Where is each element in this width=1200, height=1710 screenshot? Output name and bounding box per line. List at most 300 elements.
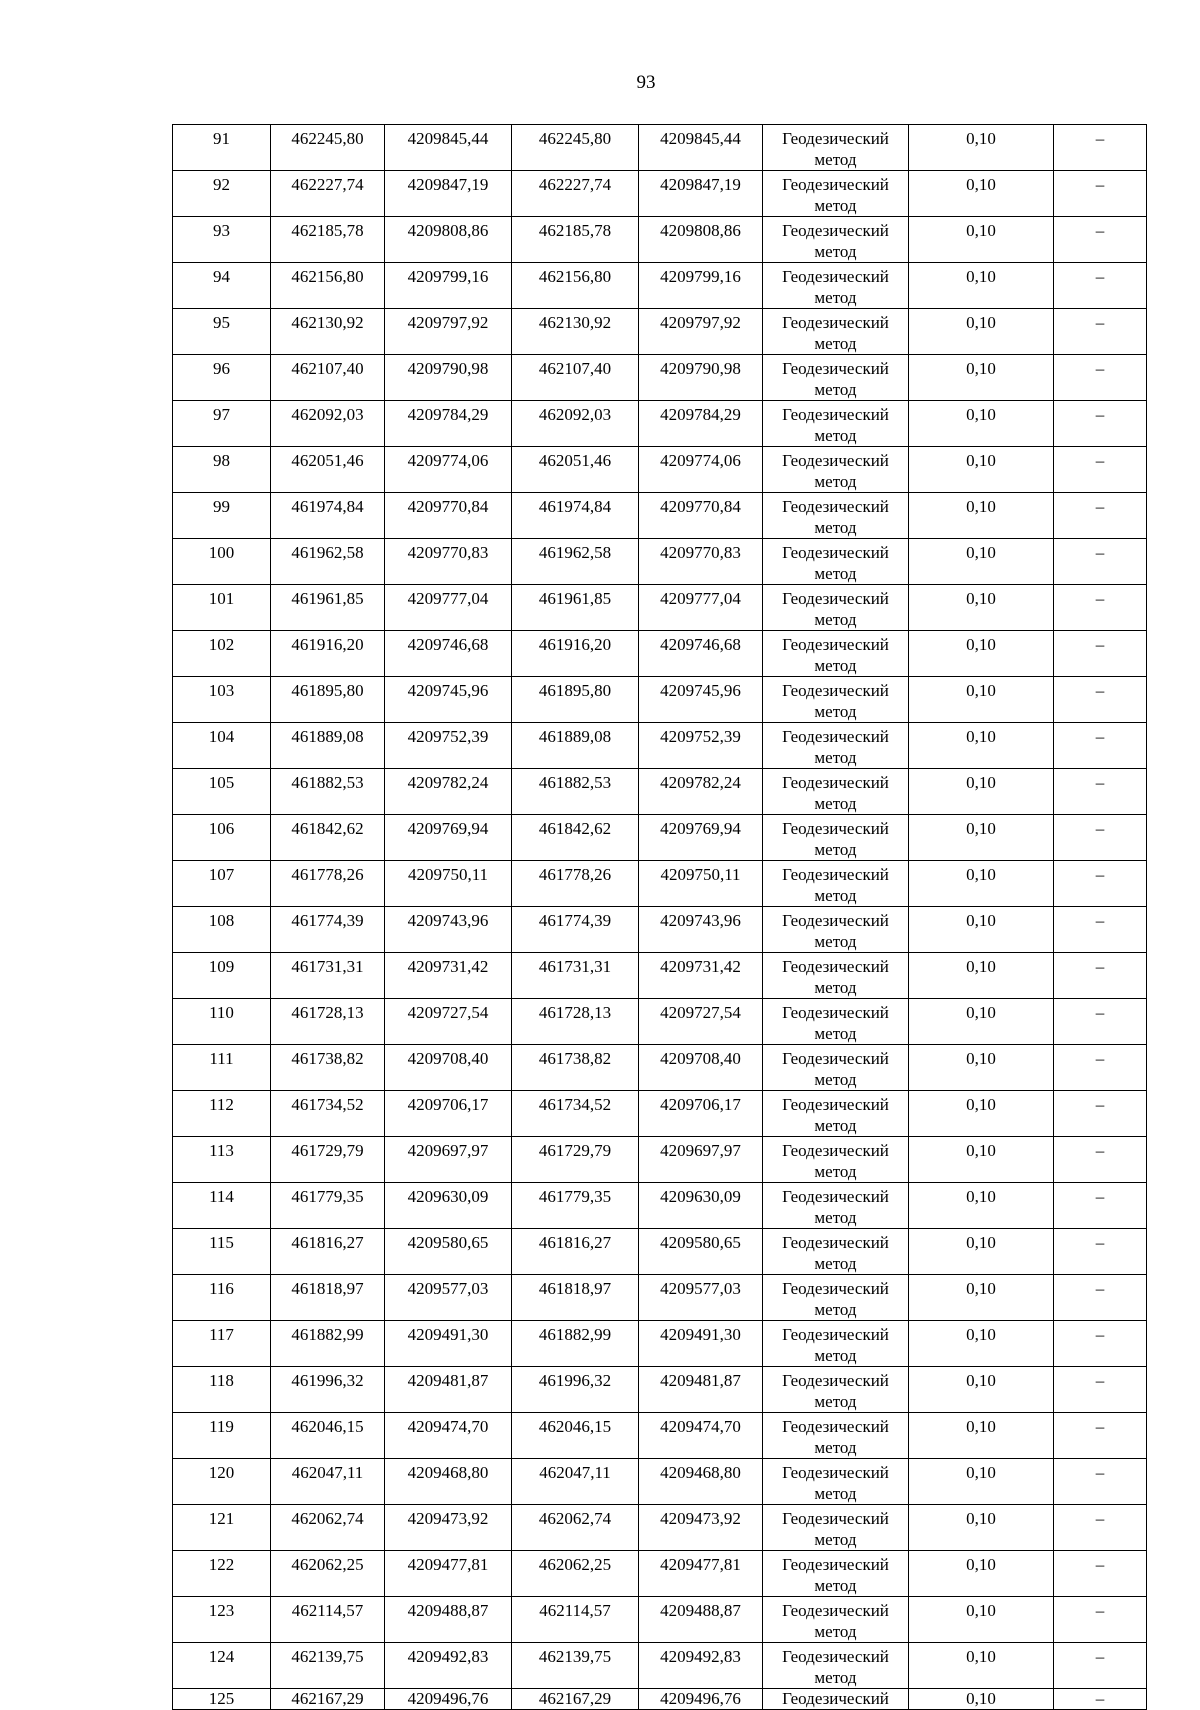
- note-cell: [1054, 769, 1147, 815]
- x-refined-cell: [512, 355, 639, 401]
- point-number-cell-text: 112: [209, 1095, 234, 1114]
- x-refined-cell-text: 461734,52: [538, 1095, 612, 1114]
- x-existing-cell-text: 462107,40: [291, 359, 364, 378]
- point-number-cell: [173, 493, 271, 539]
- y-existing-cell: [385, 263, 512, 309]
- y-existing-cell: [385, 217, 512, 263]
- x-refined-cell: [512, 1137, 639, 1183]
- accuracy-cell: [909, 1551, 1054, 1597]
- method-cell: [763, 263, 909, 309]
- accuracy-cell-text: 0,10: [966, 1601, 996, 1620]
- y-existing-cell: [385, 631, 512, 677]
- method-cell: [763, 539, 909, 585]
- accuracy-cell: [909, 263, 1054, 309]
- x-existing-cell: [271, 355, 385, 401]
- x-refined-cell-text: 462130,92: [538, 313, 612, 332]
- method-cell: [763, 1367, 909, 1413]
- x-refined-cell-text: 461729,79: [538, 1141, 612, 1160]
- method-cell-text: Геодезический метод: [782, 313, 889, 353]
- accuracy-cell: [909, 1459, 1054, 1505]
- table-row: [173, 769, 1147, 815]
- accuracy-cell: [909, 953, 1054, 999]
- x-refined-cell: [512, 401, 639, 447]
- point-number-cell-text: 117: [209, 1325, 234, 1344]
- y-refined-cell-text: 4209488,87: [660, 1601, 741, 1620]
- point-number-cell: [173, 1597, 271, 1643]
- point-number-cell: [173, 447, 271, 493]
- note-cell-text: –: [1095, 543, 1105, 562]
- point-number-cell: [173, 1367, 271, 1413]
- y-refined-cell: [639, 1689, 763, 1710]
- method-cell-text: Геодезический метод: [782, 1417, 889, 1457]
- method-cell-text: Геодезический метод: [782, 1601, 889, 1641]
- note-cell: [1054, 585, 1147, 631]
- x-refined-cell: [512, 493, 639, 539]
- method-cell: [763, 723, 909, 769]
- method-cell: [763, 815, 909, 861]
- x-refined-cell-text: 461728,13: [538, 1003, 612, 1022]
- y-existing-cell-text: 4209492,83: [407, 1647, 489, 1666]
- accuracy-cell: [909, 1367, 1054, 1413]
- x-existing-cell-text: 462156,80: [291, 267, 364, 286]
- accuracy-cell-text: 0,10: [966, 865, 996, 884]
- point-number-cell-text: 104: [208, 727, 235, 746]
- y-refined-cell: [639, 1275, 763, 1321]
- point-number-cell: [173, 1229, 271, 1275]
- method-cell-text: Геодезический метод: [782, 175, 889, 215]
- method-cell: [763, 1689, 909, 1710]
- x-refined-cell: [512, 171, 639, 217]
- point-number-cell-text: 121: [208, 1509, 235, 1528]
- x-existing-cell: [271, 171, 385, 217]
- y-refined-cell-text: 4209745,96: [660, 681, 741, 700]
- y-existing-cell-text: 4209799,16: [407, 267, 489, 286]
- method-cell: [763, 355, 909, 401]
- x-refined-cell: [512, 1275, 639, 1321]
- y-refined-cell: [639, 1459, 763, 1505]
- method-cell-text: Геодезический метод: [782, 727, 889, 767]
- y-refined-cell: [639, 1551, 763, 1597]
- note-cell-text: –: [1095, 773, 1105, 792]
- note-cell: [1054, 1321, 1147, 1367]
- x-refined-cell: [512, 447, 639, 493]
- point-number-cell: [173, 907, 271, 953]
- point-number-cell-text: 125: [208, 1689, 235, 1708]
- point-number-cell: [173, 1413, 271, 1459]
- point-number-cell: [173, 953, 271, 999]
- method-cell-text: Геодезический: [782, 1689, 889, 1708]
- x-refined-cell-text: 461778,26: [538, 865, 612, 884]
- y-existing-cell-text: 4209488,87: [407, 1601, 489, 1620]
- note-cell: [1054, 815, 1147, 861]
- note-cell: [1054, 539, 1147, 585]
- y-refined-cell-text: 4209474,70: [660, 1417, 741, 1436]
- method-cell-text: Геодезический метод: [782, 681, 889, 721]
- point-number-cell: [173, 309, 271, 355]
- note-cell: [1054, 723, 1147, 769]
- x-existing-cell: [271, 1183, 385, 1229]
- y-refined-cell: [639, 907, 763, 953]
- y-refined-cell-text: 4209577,03: [660, 1279, 741, 1298]
- x-refined-cell: [512, 263, 639, 309]
- note-cell-text: –: [1095, 1371, 1105, 1390]
- method-cell-text: Геодезический метод: [782, 221, 889, 261]
- x-existing-cell-text: 462114,57: [291, 1601, 364, 1620]
- accuracy-cell-text: 0,10: [966, 681, 996, 700]
- table-row: [173, 631, 1147, 677]
- accuracy-cell-text: 0,10: [966, 1095, 996, 1114]
- y-refined-cell-text: 4209468,80: [660, 1463, 741, 1482]
- y-refined-cell-text: 4209770,84: [660, 497, 741, 516]
- point-number-cell: [173, 171, 271, 217]
- method-cell-text: Геодезический метод: [782, 405, 889, 445]
- y-existing-cell: [385, 907, 512, 953]
- x-refined-cell-text: 461996,32: [538, 1371, 612, 1390]
- y-existing-cell-text: 4209580,65: [407, 1233, 489, 1252]
- accuracy-cell-text: 0,10: [966, 773, 996, 792]
- note-cell: [1054, 1505, 1147, 1551]
- method-cell-text: Геодезический метод: [782, 1233, 889, 1273]
- y-refined-cell: [639, 355, 763, 401]
- table-row: [173, 1413, 1147, 1459]
- table-row: [173, 677, 1147, 723]
- x-refined-cell-text: 461961,85: [538, 589, 612, 608]
- y-existing-cell: [385, 1413, 512, 1459]
- y-refined-cell-text: 4209727,54: [660, 1003, 741, 1022]
- x-existing-cell: [271, 263, 385, 309]
- method-cell-text: Геодезический метод: [782, 1371, 889, 1411]
- note-cell: [1054, 861, 1147, 907]
- point-number-cell-text: 107: [208, 865, 235, 884]
- y-existing-cell: [385, 539, 512, 585]
- x-refined-cell-text: 461882,53: [538, 773, 612, 792]
- y-existing-cell-text: 4209746,68: [407, 635, 489, 654]
- note-cell: [1054, 1045, 1147, 1091]
- accuracy-cell: [909, 1229, 1054, 1275]
- y-existing-cell-text: 4209845,44: [407, 129, 489, 148]
- x-existing-cell: [271, 539, 385, 585]
- y-existing-cell-text: 4209731,42: [407, 957, 489, 976]
- x-refined-cell: [512, 309, 639, 355]
- accuracy-cell: [909, 815, 1054, 861]
- x-existing-cell: [271, 1137, 385, 1183]
- y-refined-cell: [639, 769, 763, 815]
- y-existing-cell-text: 4209491,30: [407, 1325, 489, 1344]
- accuracy-cell-text: 0,10: [966, 957, 996, 976]
- point-number-cell-text: 119: [209, 1417, 234, 1436]
- y-existing-cell: [385, 861, 512, 907]
- table-row: [173, 1045, 1147, 1091]
- method-cell-text: Геодезический метод: [782, 1325, 889, 1365]
- method-cell: [763, 447, 909, 493]
- table-row: [173, 217, 1147, 263]
- accuracy-cell: [909, 631, 1054, 677]
- y-refined-cell: [639, 309, 763, 355]
- x-refined-cell-text: 462092,03: [538, 405, 612, 424]
- note-cell-text: –: [1095, 1279, 1105, 1298]
- y-refined-cell-text: 4209630,09: [660, 1187, 741, 1206]
- accuracy-cell-text: 0,10: [966, 1049, 996, 1068]
- note-cell: [1054, 1643, 1147, 1689]
- y-refined-cell: [639, 263, 763, 309]
- note-cell: [1054, 1275, 1147, 1321]
- table-row: [173, 907, 1147, 953]
- y-existing-cell-text: 4209774,06: [407, 451, 489, 470]
- accuracy-cell: [909, 171, 1054, 217]
- note-cell-text: –: [1095, 1095, 1105, 1114]
- accuracy-cell-text: 0,10: [966, 129, 996, 148]
- method-cell: [763, 125, 909, 171]
- method-cell-text: Геодезический метод: [782, 819, 889, 859]
- x-existing-cell-text: 461818,97: [291, 1279, 364, 1298]
- y-refined-cell-text: 4209752,39: [660, 727, 741, 746]
- y-existing-cell: [385, 769, 512, 815]
- point-number-cell-text: 113: [209, 1141, 234, 1160]
- y-existing-cell-text: 4209468,80: [407, 1463, 489, 1482]
- accuracy-cell-text: 0,10: [966, 451, 996, 470]
- point-number-cell: [173, 263, 271, 309]
- y-refined-cell-text: 4209491,30: [660, 1325, 741, 1344]
- x-refined-cell: [512, 1505, 639, 1551]
- table-row: [173, 125, 1147, 171]
- y-refined-cell: [639, 631, 763, 677]
- method-cell: [763, 1321, 909, 1367]
- accuracy-cell: [909, 677, 1054, 723]
- note-cell: [1054, 1413, 1147, 1459]
- x-refined-cell-text: 461974,84: [538, 497, 612, 516]
- y-existing-cell: [385, 1551, 512, 1597]
- note-cell: [1054, 1229, 1147, 1275]
- x-refined-cell-text: 462062,74: [538, 1509, 612, 1528]
- accuracy-cell: [909, 1183, 1054, 1229]
- accuracy-cell: [909, 861, 1054, 907]
- y-refined-cell: [639, 1505, 763, 1551]
- x-refined-cell: [512, 1689, 639, 1710]
- table-row: [173, 171, 1147, 217]
- table-row: [173, 1551, 1147, 1597]
- x-refined-cell: [512, 1413, 639, 1459]
- x-refined-cell: [512, 1321, 639, 1367]
- y-refined-cell: [639, 1367, 763, 1413]
- x-existing-cell-text: 461882,99: [291, 1325, 364, 1344]
- method-cell-text: Геодезический метод: [782, 129, 889, 169]
- x-refined-cell-text: 462156,80: [538, 267, 612, 286]
- accuracy-cell-text: 0,10: [966, 1003, 996, 1022]
- x-existing-cell-text: 461895,80: [291, 681, 364, 700]
- method-cell: [763, 1183, 909, 1229]
- method-cell-text: Геодезический метод: [782, 1095, 889, 1135]
- x-existing-cell: [271, 125, 385, 171]
- y-existing-cell-text: 4209745,96: [407, 681, 489, 700]
- point-number-cell-text: 120: [208, 1463, 235, 1482]
- point-number-cell-text: 92: [213, 175, 230, 194]
- accuracy-cell-text: 0,10: [966, 1141, 996, 1160]
- y-existing-cell-text: 4209770,84: [407, 497, 489, 516]
- x-existing-cell: [271, 861, 385, 907]
- point-number-cell-text: 91: [213, 129, 230, 148]
- x-refined-cell-text: 462062,25: [538, 1555, 612, 1574]
- table-row: [173, 1137, 1147, 1183]
- note-cell-text: –: [1095, 1049, 1105, 1068]
- note-cell: [1054, 1137, 1147, 1183]
- note-cell-text: –: [1095, 1555, 1105, 1574]
- x-existing-cell-text: 462051,46: [291, 451, 364, 470]
- note-cell-text: –: [1095, 359, 1105, 378]
- accuracy-cell: [909, 769, 1054, 815]
- method-cell: [763, 999, 909, 1045]
- method-cell-text: Геодезический метод: [782, 451, 889, 491]
- accuracy-cell-text: 0,10: [966, 359, 996, 378]
- note-cell-text: –: [1095, 1601, 1105, 1620]
- y-existing-cell-text: 4209750,11: [407, 865, 489, 884]
- x-refined-cell-text: 462047,11: [539, 1463, 611, 1482]
- y-existing-cell-text: 4209577,03: [407, 1279, 489, 1298]
- y-refined-cell-text: 4209743,96: [660, 911, 741, 930]
- table-row: [173, 861, 1147, 907]
- table-row: [173, 447, 1147, 493]
- x-existing-cell: [271, 1275, 385, 1321]
- x-existing-cell: [271, 447, 385, 493]
- point-number-cell-text: 123: [208, 1601, 235, 1620]
- x-existing-cell-text: 462062,74: [291, 1509, 364, 1528]
- point-number-cell-text: 106: [208, 819, 235, 838]
- y-refined-cell-text: 4209797,92: [660, 313, 741, 332]
- point-number-cell: [173, 1321, 271, 1367]
- note-cell-text: –: [1095, 1003, 1105, 1022]
- y-existing-cell: [385, 585, 512, 631]
- x-existing-cell: [271, 815, 385, 861]
- x-existing-cell-text: 462227,74: [291, 175, 364, 194]
- method-cell: [763, 1275, 909, 1321]
- point-number-cell-text: 102: [208, 635, 235, 654]
- accuracy-cell-text: 0,10: [966, 1509, 996, 1528]
- x-existing-cell: [271, 1045, 385, 1091]
- x-existing-cell: [271, 1459, 385, 1505]
- y-existing-cell: [385, 171, 512, 217]
- point-number-cell: [173, 1183, 271, 1229]
- note-cell-text: –: [1095, 957, 1105, 976]
- point-number-cell: [173, 217, 271, 263]
- accuracy-cell-text: 0,10: [966, 497, 996, 516]
- note-cell: [1054, 1091, 1147, 1137]
- x-existing-cell-text: 461774,39: [291, 911, 364, 930]
- method-cell-text: Геодезический метод: [782, 1049, 889, 1089]
- x-refined-cell: [512, 1183, 639, 1229]
- accuracy-cell: [909, 447, 1054, 493]
- y-existing-cell-text: 4209769,94: [407, 819, 489, 838]
- y-refined-cell-text: 4209746,68: [660, 635, 741, 654]
- x-refined-cell-text: 461842,62: [538, 819, 612, 838]
- point-number-cell: [173, 539, 271, 585]
- table-row: [173, 1229, 1147, 1275]
- x-existing-cell: [271, 1321, 385, 1367]
- method-cell: [763, 1597, 909, 1643]
- x-existing-cell: [271, 1229, 385, 1275]
- accuracy-cell: [909, 723, 1054, 769]
- y-refined-cell: [639, 493, 763, 539]
- method-cell-text: Геодезический метод: [782, 911, 889, 951]
- point-number-cell: [173, 585, 271, 631]
- note-cell-text: –: [1095, 727, 1105, 746]
- x-existing-cell-text: 461778,26: [291, 865, 364, 884]
- accuracy-cell: [909, 1643, 1054, 1689]
- y-existing-cell-text: 4209797,92: [407, 313, 489, 332]
- x-refined-cell-text: 461889,08: [538, 727, 612, 746]
- x-existing-cell-text: 461734,52: [291, 1095, 364, 1114]
- accuracy-cell: [909, 1321, 1054, 1367]
- note-cell: [1054, 677, 1147, 723]
- point-number-cell-text: 114: [209, 1187, 234, 1206]
- note-cell: [1054, 1597, 1147, 1643]
- accuracy-cell: [909, 1413, 1054, 1459]
- y-refined-cell: [639, 401, 763, 447]
- accuracy-cell: [909, 999, 1054, 1045]
- y-refined-cell-text: 4209782,24: [660, 773, 741, 792]
- y-refined-cell-text: 4209697,97: [660, 1141, 741, 1160]
- y-refined-cell: [639, 861, 763, 907]
- point-number-cell: [173, 1505, 271, 1551]
- method-cell-text: Геодезический метод: [782, 957, 889, 997]
- accuracy-cell-text: 0,10: [966, 1647, 996, 1666]
- table-row: [173, 1643, 1147, 1689]
- note-cell-text: –: [1095, 405, 1105, 424]
- y-existing-cell: [385, 355, 512, 401]
- x-refined-cell-text: 462227,74: [538, 175, 612, 194]
- accuracy-cell-text: 0,10: [966, 1325, 996, 1344]
- y-existing-cell-text: 4209847,19: [407, 175, 489, 194]
- y-existing-cell: [385, 447, 512, 493]
- y-refined-cell: [639, 1597, 763, 1643]
- note-cell-text: –: [1095, 451, 1105, 470]
- y-refined-cell: [639, 1045, 763, 1091]
- accuracy-cell: [909, 493, 1054, 539]
- note-cell-text: –: [1095, 175, 1105, 194]
- y-refined-cell: [639, 125, 763, 171]
- y-refined-cell: [639, 999, 763, 1045]
- point-number-cell: [173, 999, 271, 1045]
- y-existing-cell-text: 4209481,87: [407, 1371, 489, 1390]
- x-existing-cell: [271, 631, 385, 677]
- y-existing-cell: [385, 1689, 512, 1710]
- method-cell: [763, 1045, 909, 1091]
- x-refined-cell: [512, 217, 639, 263]
- table-row: [173, 1459, 1147, 1505]
- y-existing-cell-text: 4209752,39: [407, 727, 489, 746]
- method-cell-text: Геодезический метод: [782, 497, 889, 537]
- table-row: [173, 1183, 1147, 1229]
- point-number-cell-text: 108: [208, 911, 235, 930]
- accuracy-cell-text: 0,10: [966, 1233, 996, 1252]
- note-cell-text: –: [1095, 589, 1105, 608]
- x-existing-cell: [271, 1505, 385, 1551]
- method-cell: [763, 677, 909, 723]
- method-cell: [763, 171, 909, 217]
- y-existing-cell-text: 4209777,04: [407, 589, 489, 608]
- note-cell-text: –: [1095, 1325, 1105, 1344]
- method-cell-text: Геодезический метод: [782, 543, 889, 583]
- method-cell: [763, 1413, 909, 1459]
- y-refined-cell-text: 4209769,94: [660, 819, 741, 838]
- point-number-cell-text: 109: [208, 957, 235, 976]
- y-refined-cell: [639, 1413, 763, 1459]
- point-number-cell-text: 118: [209, 1371, 234, 1390]
- point-number-cell: [173, 815, 271, 861]
- point-number-cell: [173, 861, 271, 907]
- x-refined-cell: [512, 769, 639, 815]
- method-cell: [763, 1505, 909, 1551]
- accuracy-cell-text: 0,10: [966, 589, 996, 608]
- note-cell-text: –: [1095, 819, 1105, 838]
